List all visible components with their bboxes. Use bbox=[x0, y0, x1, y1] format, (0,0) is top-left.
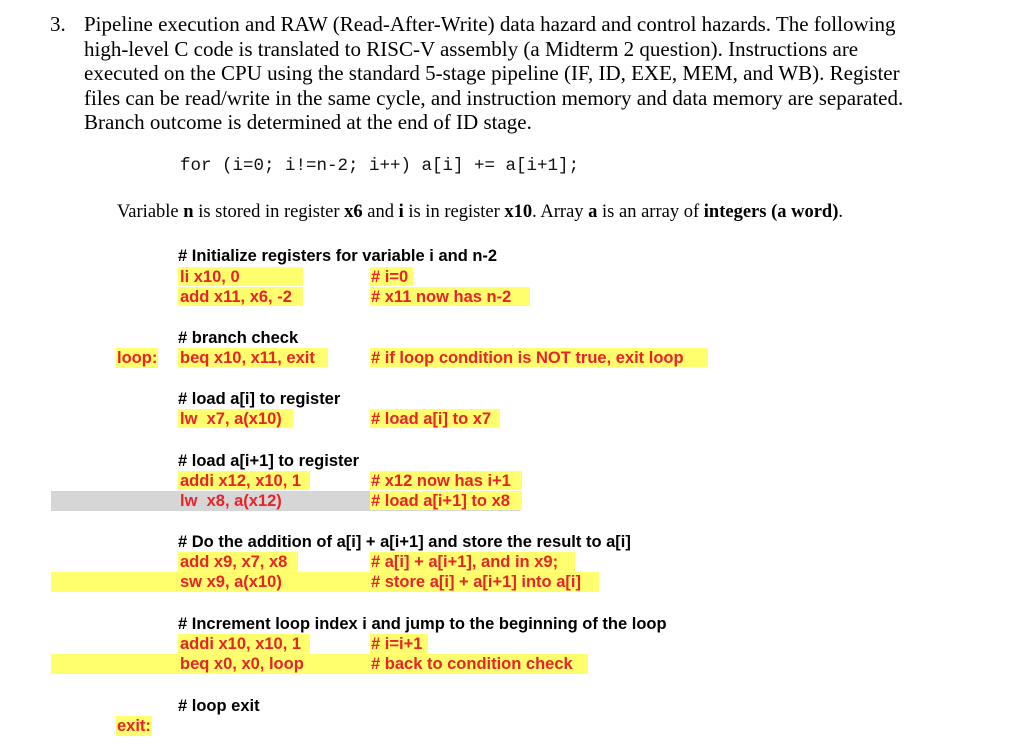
section-comment: # load a[i] to register bbox=[178, 390, 341, 408]
text-fragment: is an array of bbox=[597, 202, 704, 222]
instruction: lw x8, a(x12) bbox=[180, 492, 282, 510]
text-fragment: and bbox=[362, 202, 399, 222]
reg-x6: x6 bbox=[344, 202, 363, 222]
section-comment: # loop exit bbox=[178, 697, 260, 715]
instruction: add x9, x7, x8 bbox=[180, 553, 288, 571]
var-i: i bbox=[398, 202, 404, 222]
instruction-comment: # i=i+1 bbox=[371, 635, 423, 653]
question-paragraph bbox=[50, 12, 1010, 135]
reg-x10: x10 bbox=[504, 202, 533, 222]
question-line: Branch outcome is determined at the end of ID stage. bbox=[84, 110, 532, 134]
question-line: Pipeline execution and RAW (Read-After-Write) data hazard and control hazards. The following bbox=[84, 12, 896, 36]
text-fragment: is in register bbox=[403, 202, 505, 222]
section-comment: # branch check bbox=[178, 329, 299, 347]
instruction: beq x10, x11, exit bbox=[180, 349, 315, 367]
instruction: lw x7, a(x10) bbox=[180, 410, 282, 428]
text-fragment: . Array bbox=[532, 202, 589, 222]
text-fragment: is stored in register bbox=[193, 202, 345, 222]
instruction-comment: # load a[i] to x7 bbox=[371, 410, 492, 428]
instruction-comment: # x11 now has n-2 bbox=[371, 288, 512, 306]
question-line: high-level C code is translated to RISC-V assembly (a Midterm 2 question). Instructions are bbox=[84, 36, 859, 61]
instruction-comment: # load a[i+1] to x8 bbox=[371, 492, 510, 510]
instruction-comment: # store a[i] + a[i+1] into a[i] bbox=[371, 573, 581, 591]
instruction-comment: # back to condition check bbox=[371, 655, 573, 673]
instruction: beq x0, x0, loop bbox=[180, 655, 304, 673]
instruction: li x10, 0 bbox=[180, 268, 240, 286]
var-n: n bbox=[183, 202, 194, 222]
instruction-comment: # a[i] + a[i+1], and in x9; bbox=[371, 553, 559, 571]
type-integers: integers (a word) bbox=[703, 202, 839, 222]
section-comment: # Increment loop index i and jump to the beginning of the loop bbox=[178, 615, 667, 633]
section-comment: # Do the addition of a[i] + a[i+1] and store the result to a[i] bbox=[178, 533, 631, 551]
text-fragment: . bbox=[838, 202, 843, 222]
instruction: addi x12, x10, 1 bbox=[180, 472, 302, 490]
exit-label: exit: bbox=[117, 717, 151, 735]
instruction-comment: # x12 now has i+1 bbox=[371, 472, 511, 490]
c-code-line: for (i=0; i!=n-2; i++) a[i] += a[i+1]; bbox=[180, 156, 580, 176]
loop-label: loop: bbox=[117, 349, 158, 367]
text-fragment: Variable bbox=[117, 202, 184, 222]
section-comment: # Initialize registers for variable i and n-2 bbox=[178, 247, 498, 265]
variable-description bbox=[117, 202, 843, 223]
instruction: addi x10, x10, 1 bbox=[180, 635, 302, 653]
instruction-comment: # if loop condition is NOT true, exit loop bbox=[371, 349, 684, 367]
var-a: a bbox=[588, 202, 598, 222]
question-number: 3. bbox=[50, 12, 66, 36]
instruction-comment: # i=0 bbox=[371, 268, 409, 286]
instruction: sw x9, a(x10) bbox=[180, 573, 282, 591]
section-comment: # load a[i+1] to register bbox=[178, 452, 360, 470]
question-line: files can be read/write in the same cycle, and instruction memory and data memory are separated. bbox=[84, 85, 904, 110]
instruction: add x11, x6, -2 bbox=[180, 288, 292, 306]
question-line: executed on the CPU using the standard 5-stage pipeline (IF, ID, EXE, MEM, and WB). Register bbox=[84, 61, 900, 85]
